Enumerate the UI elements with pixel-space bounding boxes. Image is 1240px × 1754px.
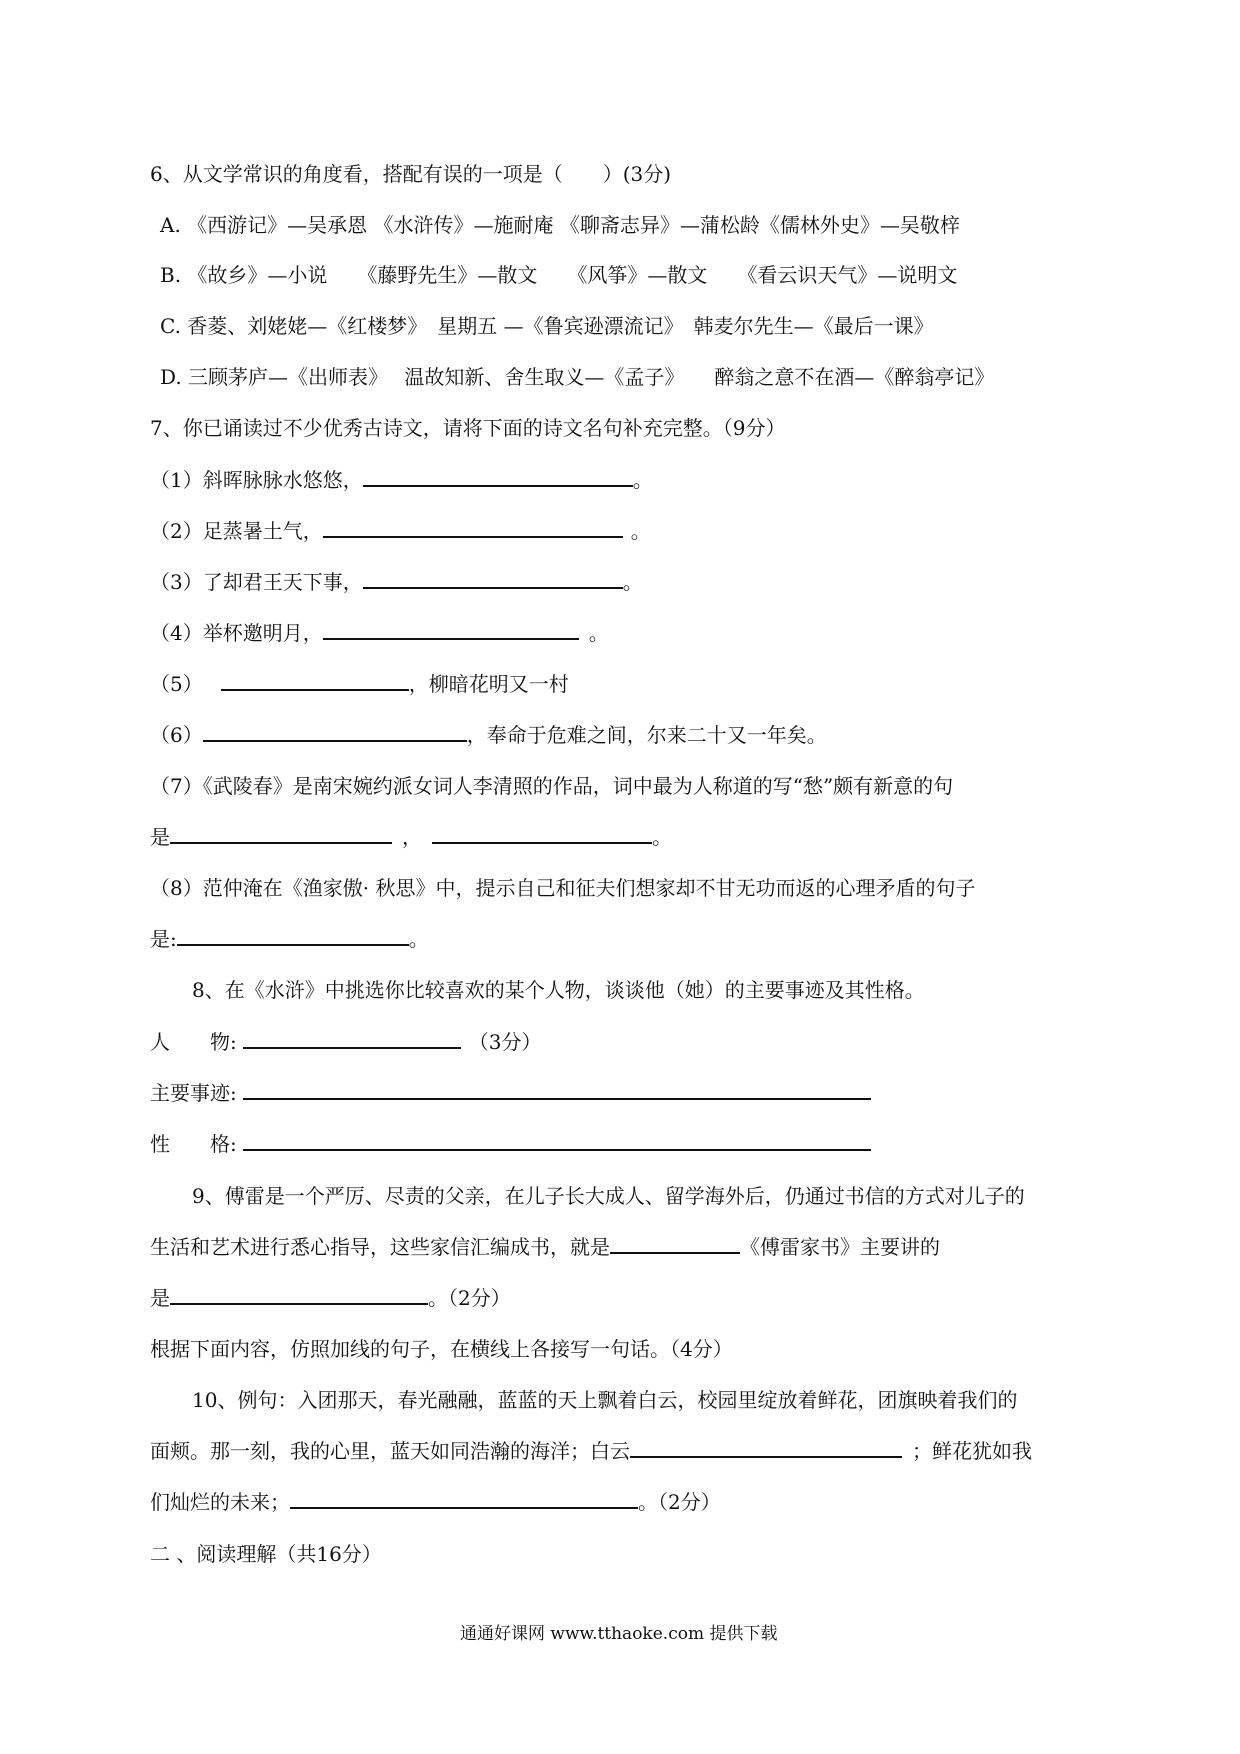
q8-deeds xyxy=(150,1079,871,1107)
period: 。 xyxy=(408,927,429,951)
q7-item-1-text: （1）斜晖脉脉水悠悠， xyxy=(150,468,363,492)
q10-line1: 10、例句：入团那天，春光融融，蓝蓝的天上飘着白云，校园里绽放着鲜花，团旗映着我们的 xyxy=(192,1388,1018,1412)
answer-blank[interactable] xyxy=(170,1285,428,1305)
q7-item-8-line1: （8）范仲淹在《渔家傲· 秋思》中，提示自己和征夫们想家却不甘无功而返的心理矛盾的句子 xyxy=(150,876,976,900)
q7-item-1 xyxy=(150,466,653,494)
q9-line2 xyxy=(150,1233,940,1261)
period: 。 xyxy=(652,825,672,849)
q7-item-7-line1: （7）《武陵春》是南宋婉约派女词人李清照的作品，词中最为人称道的写“愁”颇有新意的句 xyxy=(150,774,954,798)
q7-item-2 xyxy=(150,517,651,545)
answer-blank[interactable] xyxy=(243,1080,871,1100)
q7-item-4 xyxy=(150,619,609,647)
q7-item-6 xyxy=(150,721,827,749)
q7-item-5 xyxy=(150,670,569,698)
period: 。 xyxy=(622,570,643,594)
answer-blank[interactable] xyxy=(221,671,409,691)
comma: ， xyxy=(402,825,422,849)
q7-item-3-text: （3）了却君王天下事， xyxy=(150,570,363,594)
q8-stem: 8、在《水浒》中挑选你比较喜欢的某个人物，谈谈他（她）的主要事迹及其性格。 xyxy=(192,978,925,1002)
q10-line3-text: 们灿烂的未来； xyxy=(150,1490,290,1514)
answer-blank[interactable] xyxy=(630,1438,902,1458)
answer-blank[interactable] xyxy=(610,1234,740,1254)
answer-blank[interactable] xyxy=(323,620,579,640)
q7-item-7-shi: 是 xyxy=(150,825,170,849)
answer-blank[interactable] xyxy=(363,569,623,589)
q7-item-6-text: ，奉命于危难之间，尔来二十又一年矣。 xyxy=(466,723,827,747)
q7-item-3 xyxy=(150,568,643,596)
q7-stem: 7、你已诵读过不少优秀古诗文，请将下面的诗文名句补充完整。（9分） xyxy=(150,416,786,440)
q7-item-4-text: （4）举杯邀明月， xyxy=(150,621,323,645)
q8-person xyxy=(150,1028,541,1056)
q6-option-d: D. 三顾茅庐—《出师表》 温故知新、舍生取义—《孟子》 醉翁之意不在酒—《醉翁亭记》 xyxy=(160,365,995,389)
q9-line3-end: 。（2分） xyxy=(428,1286,511,1310)
q6-option-c: C. 香菱、刘姥姥—《红楼梦》 星期五 —《鲁宾逊漂流记》 韩麦尔先生—《最后一课》 xyxy=(160,314,934,338)
q7-item-6-num: （6） xyxy=(150,723,203,747)
q9-line3 xyxy=(150,1284,511,1312)
answer-blank[interactable] xyxy=(243,1029,461,1049)
answer-blank[interactable] xyxy=(177,926,409,946)
q7-item-2-text: （2）足蒸暑土气， xyxy=(150,519,323,543)
q10-line2 xyxy=(150,1437,1032,1465)
q7-item-5-text: ，柳暗花明又一村 xyxy=(408,672,569,696)
answer-blank[interactable] xyxy=(323,518,623,538)
period: 。 xyxy=(588,621,609,645)
q7-item-8-shi: 是: xyxy=(150,927,177,951)
q10-line3-end: 。（2分） xyxy=(638,1490,721,1514)
answer-blank[interactable] xyxy=(432,824,652,844)
q8-person-score: （3分） xyxy=(468,1030,542,1054)
q10-line2-end: ；鲜花犹如我 xyxy=(912,1439,1032,1463)
q7-item-8-line2 xyxy=(150,925,429,953)
q6-option-b: B. 《故乡》—小说 《藤野先生》—散文 《风筝》—散文 《看云识天气》—说明文 xyxy=(160,263,958,287)
q8-character xyxy=(150,1130,871,1158)
period: 。 xyxy=(630,519,651,543)
q8-deeds-label: 主要事迹: xyxy=(150,1081,237,1105)
q9-line1: 9、傅雷是一个严厉、尽责的父亲，在儿子长大成人、留学海外后，仍通过书信的方式对儿子的 xyxy=(192,1184,1025,1208)
q9-line2-text: 生活和艺术进行悉心指导，这些家信汇编成书，就是 xyxy=(150,1235,610,1259)
q7-item-7-line2 xyxy=(150,823,672,851)
q10-line2-text: 面颊。那一刻，我的心里，蓝天如同浩瀚的海洋；白云 xyxy=(150,1439,630,1463)
answer-blank[interactable] xyxy=(243,1131,871,1151)
q10-intro: 根据下面内容，仿照加线的句子，在横线上各接写一句话。（4分） xyxy=(150,1337,733,1361)
q6-stem: 6、从文学常识的角度看，搭配有误的一项是（ ）(3分) xyxy=(150,162,672,186)
q8-person-label: 人 物: xyxy=(150,1030,237,1054)
q10-line3 xyxy=(150,1488,721,1516)
footer: 通通好课网 www.tthaoke.com 提供下载 xyxy=(460,1624,778,1644)
answer-blank[interactable] xyxy=(203,722,467,742)
answer-blank[interactable] xyxy=(363,467,633,487)
q7-item-5-num: （5） xyxy=(150,672,203,696)
q9-line2-end: 《傅雷家书》主要讲的 xyxy=(740,1235,940,1259)
period: 。 xyxy=(632,468,653,492)
q9-line3-shi: 是 xyxy=(150,1286,170,1310)
answer-blank[interactable] xyxy=(290,1489,638,1509)
q8-character-label: 性 格: xyxy=(150,1132,237,1156)
answer-blank[interactable] xyxy=(170,824,392,844)
section-heading: 二 、阅读理解（共16分） xyxy=(150,1542,382,1566)
q6-option-a: A. 《西游记》—吴承恩 《水浒传》—施耐庵 《聊斋志异》—蒲松龄《儒林外史》—吴敬梓 xyxy=(160,213,960,237)
